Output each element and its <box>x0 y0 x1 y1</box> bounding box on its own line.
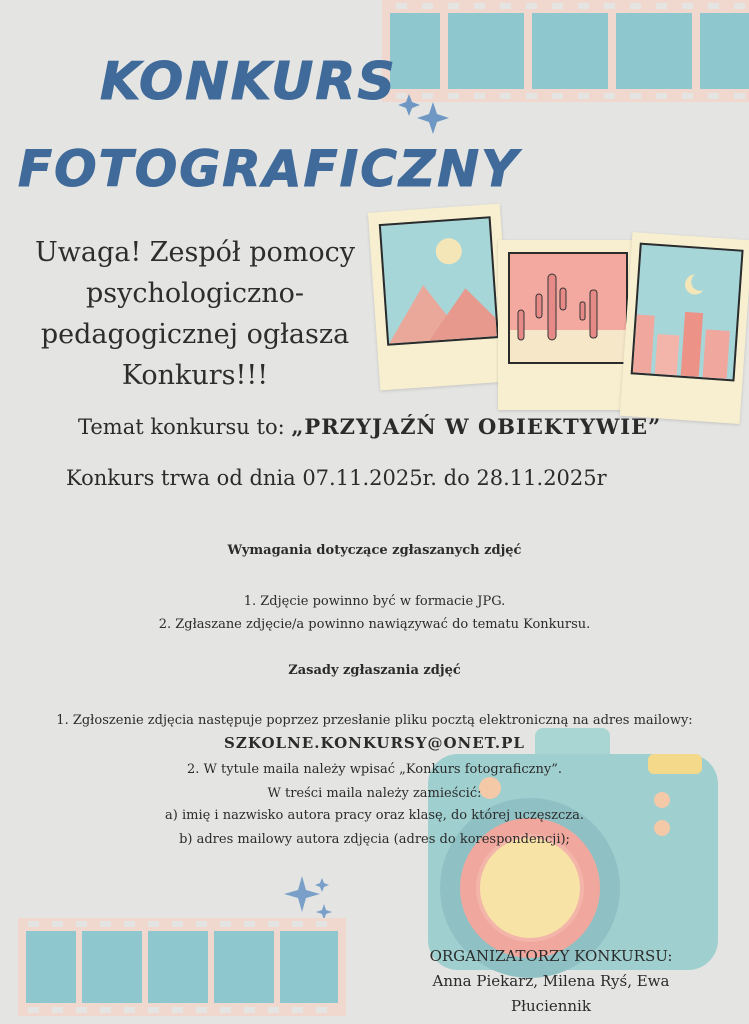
intro-line: Uwaga! Zespół pomocy <box>34 237 356 268</box>
requirement-item: 2. Zgłaszane zdjęcie/a powinno nawiązywać do tematu Konkursu. <box>158 617 591 632</box>
organizers-names: Płuciennik <box>511 997 591 1015</box>
intro-line: Konkurs!!! <box>121 360 269 391</box>
email-address[interactable]: SZKOLNE.KONKURSY@ONET.PL <box>224 734 525 752</box>
rules-heading: Zasady zgłaszania zdjęć <box>288 663 461 678</box>
requirement-item: 1. Zdjęcie powinno być w formacie JPG. <box>243 594 506 609</box>
theme-value: „PRZYJAŹŃ W OBIEKTYWIE” <box>291 414 662 439</box>
page-title-line-1: KONKURS <box>100 52 397 112</box>
intro-line: pedagogicznej ogłasza <box>40 319 350 350</box>
theme-label: Temat konkursu to: <box>78 415 292 439</box>
contest-theme <box>78 414 661 439</box>
rules-line-3: W treści maila należy zamieścić: <box>267 786 482 801</box>
camera-icon <box>410 720 730 980</box>
organizers <box>396 944 706 1019</box>
intro-line: psychologiczno- <box>85 278 305 309</box>
sparkle-icon <box>395 90 455 140</box>
polaroid-mountains <box>368 204 512 391</box>
sparkle-icon <box>278 874 338 924</box>
organizers-heading: ORGANIZATORZY KONKURSU: <box>429 947 673 965</box>
rules-line-2: 2. W tytule maila należy wpisać „Konkurs fotograficzny”. <box>186 762 563 777</box>
contest-dates: Konkurs trwa od dnia 07.11.2025r. do 28.11.2025r <box>66 466 607 490</box>
polaroid-cactus <box>498 240 638 410</box>
polaroid-city <box>620 232 749 424</box>
rules-line-1: 1. Zgłoszenie zdjęcia następuje poprzez przesłanie pliku pocztą elektroniczną na adres mailowy: <box>56 713 693 728</box>
film-strip-bottom <box>18 918 346 1016</box>
page-title-line-2: FOTOGRAFICZNY <box>18 140 520 198</box>
organizers-names: Anna Piekarz, Milena Ryś, Ewa <box>432 972 670 990</box>
film-strip-top <box>382 0 749 102</box>
rules-line-4: a) imię i nazwisko autora pracy oraz klasę, do której uczęszcza. <box>165 808 584 823</box>
intro-text <box>20 232 370 396</box>
rules-line-5: b) adres mailowy autora zdjęcia (adres do korespondencji); <box>179 832 570 847</box>
requirements-heading: Wymagania dotyczące zgłaszanych zdjęć <box>227 543 522 558</box>
